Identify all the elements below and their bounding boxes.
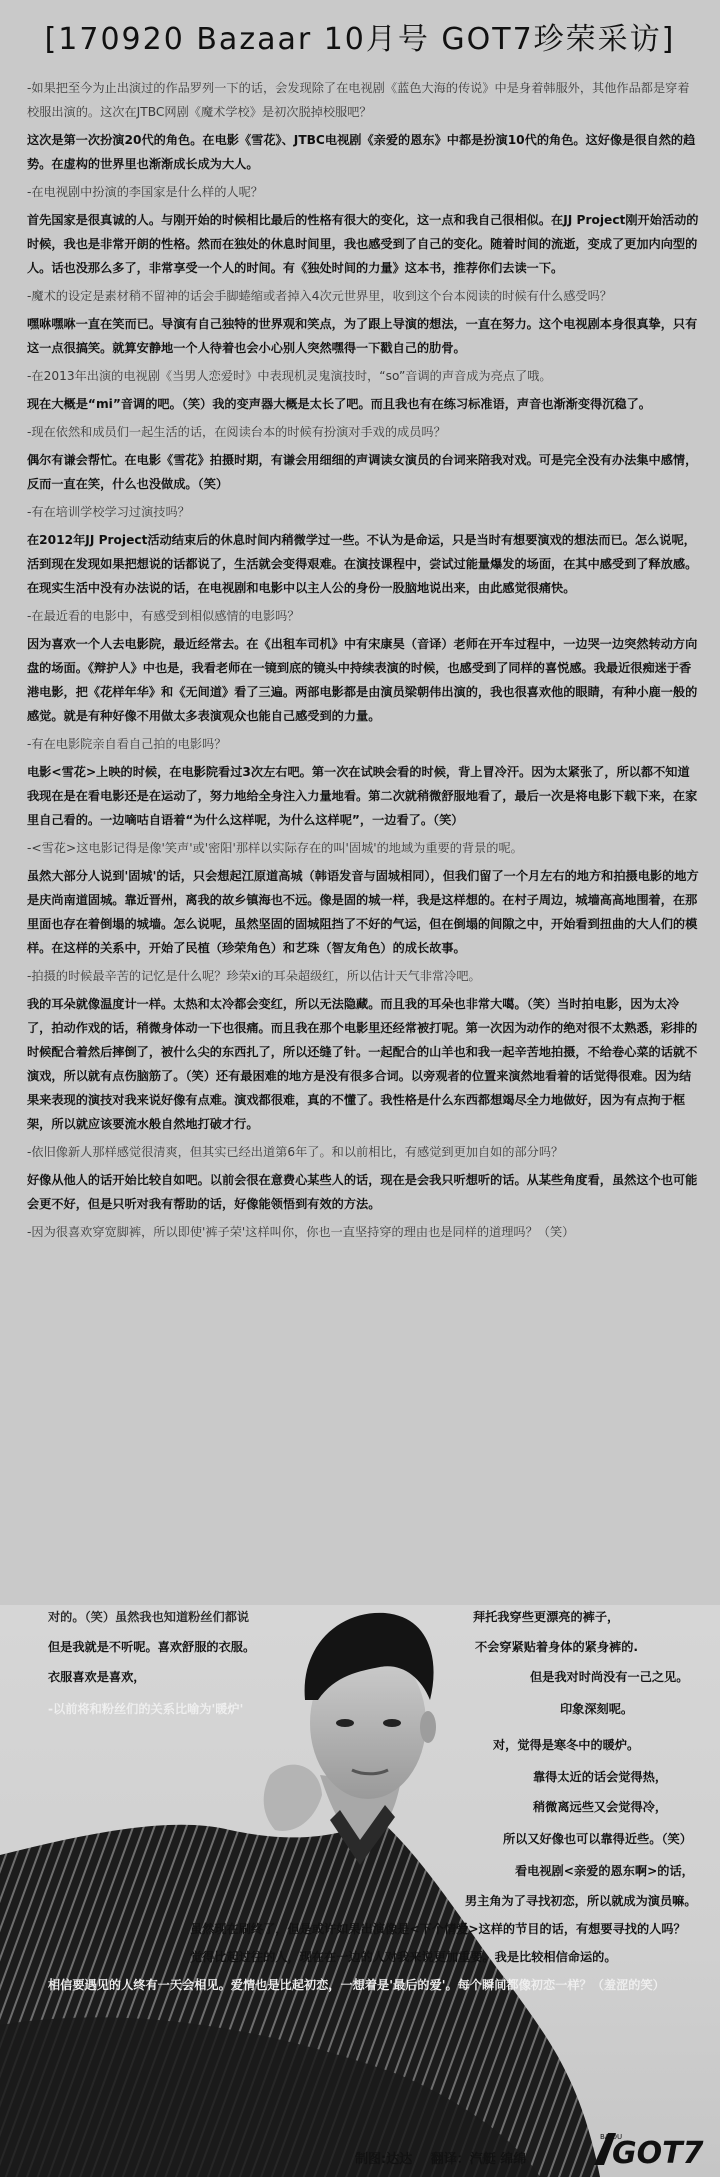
interview-question: -现在依然和成员们一起生活的话，在阅读台本的时候有扮演对手戏的成员吗？ (27, 425, 446, 439)
interview-question: -有在电影院亲自看自己拍的电影吗？ (27, 737, 227, 751)
interview-question: -有在培训学校学习过演技吗？ (27, 505, 190, 519)
photo-text-line: 对，觉得是寒冬中的暖炉。 (493, 1738, 640, 1752)
photo-text-line: 拜托我穿些更漂亮的裤子， (473, 1610, 620, 1624)
photo-text-line: 印象深刻呢。 (560, 1702, 634, 1716)
interview-answer: 这次是第一次扮演20代的角色。在电影《雪花》、JTBC电视剧《亲爱的恩东》中都是扮演10代的角色。这好像是很自然的趋势。在虚构的世界里也渐渐成长成为大人。 (27, 133, 696, 171)
interview-answer: 首先国家是很真诚的人。与刚开始的时候相比最后的性格有很大的变化，这一点和我自己很相似。在JJ Project刚开始活动的时候，我也是非常开朗的性格。然而在独处的休息时间里，我也感受到了自己的变化。随着时间的流逝，变成了更加内向型的人。话也没那么多了，非常享受一个人的时间。有《独处时间的力量》这本书，推荐你们去读一下。 (27, 213, 699, 275)
interview-answer: 好像从他人的话开始比较自如吧。以前会很在意费心某些人的话，现在是会我只听想听的话。从某些角度看，虽然这个也可能会更不好，但是只听对我有帮助的话，好像能领悟到有效的方法。 (27, 1173, 698, 1211)
photo-text-line: 衣服喜欢是喜欢， (48, 1670, 146, 1684)
photo-text-line: 对的。（笑）虽然我也知道粉丝们都说 (48, 1610, 250, 1624)
interview-answer: 偶尔有谦会帮忙。在电影《雪花》拍摄时期，有谦会用细细的声调读女演员的台词来陪我对戏。可是完全没有办法集中感情，反而一直在笑，什么也没做成。（笑） (27, 453, 698, 491)
photo-text-line: 但是我就是不听呢。喜欢舒服的衣服。 (48, 1640, 256, 1654)
photo-text-line: 但是我对时尚没有一己之见。 (530, 1670, 689, 1684)
photo-text-line: 靠得太近的话会觉得热， (533, 1770, 668, 1784)
photo-text-line: 相信要遇见的人终有一天会相见。爱情也是比起初恋，一想着是'最后的爱'。每个瞬间都像初恋一样？（羞涩的笑） (48, 1978, 665, 1992)
interview-answer: 我的耳朵就像温度计一样。太热和太冷都会变红，所以无法隐藏。而且我的耳朵也非常大噶。（笑）当时拍电影，因为太冷了，拍动作戏的话，稍微身体动一下也很痛。而且我在那个电影里还经常被打呢。第一次因为动作的绝对很不太熟悉，彩排的时候配合着然后摔倒了，被什么尖的东西扎了，所以还缝了针。一起配合的山羊也和我一起辛苦地拍摄，不给卷心菜的话就不演戏，所以就有点伤脑筋了。（笑）还有最困难的地方是没有很多合词。以旁观者的位置来演然地看着的话觉得很难。因为结果来表现的演技对我来说好像有点难。演戏都很难，真的不懂了。我性格是什么东西都想竭尽全力地做好，因为有点拘于框架，所以就应该要流水般自然地打破才行。 (27, 997, 698, 1131)
interview-answer: 现在大概是“mi”音调的吧。（笑）我的变声器大概是太长了吧。而且我也有在练习标准语，声音也渐渐变得沉稳了。 (27, 397, 651, 411)
photo-text-line: 稍微离远些又会觉得冷， (533, 1800, 668, 1814)
credit-translator: 翻译：汽艇 绵绵 (430, 2152, 527, 2167)
interview-question: -在2013年出演的电视剧《当男人恋爱时》中表现机灵鬼演技时，“so”音调的声音成为亮点了哦。 (27, 369, 552, 383)
photo-text-line: 不会穿紧贴着身体的紧身裤的. (475, 1640, 639, 1654)
photo-text-line: -以前将和粉丝们的关系比喻为'暖炉' (48, 1702, 244, 1716)
photo-text-line: 男主角为了寻找初恋，所以就成为演员嘛。 (465, 1894, 697, 1908)
interview-answer: 因为喜欢一个人去电影院，最近经常去。在《出租车司机》中有宋康昊（音译）老师在开车过程中，一边哭一边突然转动方向盘的场面。《辩护人》中也是，我看老师在一镜到底的镜头中持续表演的时候，也感受到了同样的喜悦感。我最近很痴迷于香港电影，把《花样年华》和《无间道》看了三遍。两部电影都是由演员梁朝伟出演的，我也很喜欢他的眼睛，有种小鹿一般的感觉。就是有种好像不用做太多表演观众也能自己感受到的力量。 (27, 637, 698, 723)
interview-answer: 嘿咻嘿咻一直在笑而已。导演有自己独特的世界观和笑点，为了跟上导演的想法，一直在努力。这个电视剧本身很真挚，只有这一点很搞笑。就算安静地一个人待着也会小心别人突然嘿得一下戳自己的肋骨。 (27, 317, 698, 355)
portrait-photo (0, 1605, 720, 2177)
credit-maker: 制图:达达 (355, 2152, 413, 2167)
interview-question: -因为很喜欢穿宽脚裤，所以即使'裤子荣'这样叫你，你也一直坚持穿的理由也是同样的道理吗？（笑） (27, 1225, 575, 1239)
svg-text:GOT7: GOT7 (612, 2136, 704, 2171)
photo-text-line: 虽然现在刷终了，但是或许如果出演像是<下个情爱>这样的节目的话，有想要寻找的人吗？ (190, 1922, 686, 1936)
interview-question: -在电视剧中扮演的李国家是什么样的人呢？ (27, 185, 263, 199)
interview-question: -如果把至今为止出演过的作品罗列一下的话，会发现除了在电视剧《蓝色大海的传说》中是身着韩服外，其他作品都是穿着校服出演的。这次在JTBC网剧《魔术学校》是初次脱掉校服吧？ (27, 81, 690, 119)
interview-question: -依旧像新人那样感觉很清爽，但其实已经出道第6年了。和以前相比，有感觉到更加自如的部分吗？ (27, 1145, 564, 1159)
photo-text-line: 看电视剧<亲爱的恩东啊>的话， (515, 1864, 694, 1878)
photo-text-line: 所以又好像也可以靠得近些。（笑） (503, 1832, 692, 1846)
photo-text-line: 觉得比起过往的人，现在在一边的人对我来说更加重要。我是比较相信命运的。 (190, 1950, 617, 1964)
interview-answer: 电影<雪花>上映的时候，在电影院看过3次左右吧。第一次在试映会看的时候，背上冒冷汗。因为太紧张了，所以都不知道我现在是在看电影还是在运动了，努力地给全身注入力量地看。第二次就稍微舒服地看了，最后一次是将电影下载下来，在家里自己看的。一边嘀咕自语着“为什么这样呢，为什么这样呢”，一边看了。（笑） (27, 765, 698, 827)
interview-answer: 虽然大部分人说到'固城'的话，只会想起江原道高城（韩语发音与固城相同），但我们留了一个月左右的地方和拍摄电影的地方是庆尚南道固城。靠近晋州，离我的故乡镇海也不远。像是固的城一样，我是这样想的。在村子周边，城墙高高地围着，在那里面也存在着倒塌的城墙。怎么说呢，虽然坚固的固城阻挡了不好的气运，但在倒塌的间隙之中，开始看到扭曲的大人们的模样。在这样的关系中，开始了民植（珍荣角色）和艺珠（智友角色）的成长故事。 (27, 869, 699, 955)
got7-logo (590, 2127, 708, 2171)
interview-question: -拍摄的时候最辛苦的记忆是什么呢？珍荣xi的耳朵超级红，所以估计天气非常冷吧。 (27, 969, 481, 983)
credits (355, 2148, 540, 2167)
interview-question: -魔术的设定是素材稍不留神的话会手脚蜷缩或者掉入4次元世界里，收到这个台本阅读的时候有什么感受吗？ (27, 289, 612, 303)
interview-question: -<雪花>这电影记得是像'笑声'或'密阳'那样以实际存在的叫'固城'的地域为重要的背景的呢。 (27, 841, 523, 855)
interview-text (27, 76, 699, 1248)
svg-text:BAIDU: BAIDU (600, 2133, 623, 2141)
page-title: [170920 Bazaar 10月号 GOT7珍荣采访] (44, 22, 676, 57)
interview-question: -在最近看的电影中，有感受到相似感情的电影吗？ (27, 609, 300, 623)
interview-answer: 在2012年JJ Project活动结束后的休息时间内稍微学过一些。不认为是命运，只是当时有想要演戏的想法而已。怎么说呢，活到现在发现如果把想说的话都说了，生活就会变得艰难。在演技课程中，尝试过能量爆发的场面，在其中感受到了释放感。在现实生活中没有办法说的话，在电视剧和电影中以主人公的身份一股脑地说出来，由此感觉很痛快。 (27, 533, 698, 595)
